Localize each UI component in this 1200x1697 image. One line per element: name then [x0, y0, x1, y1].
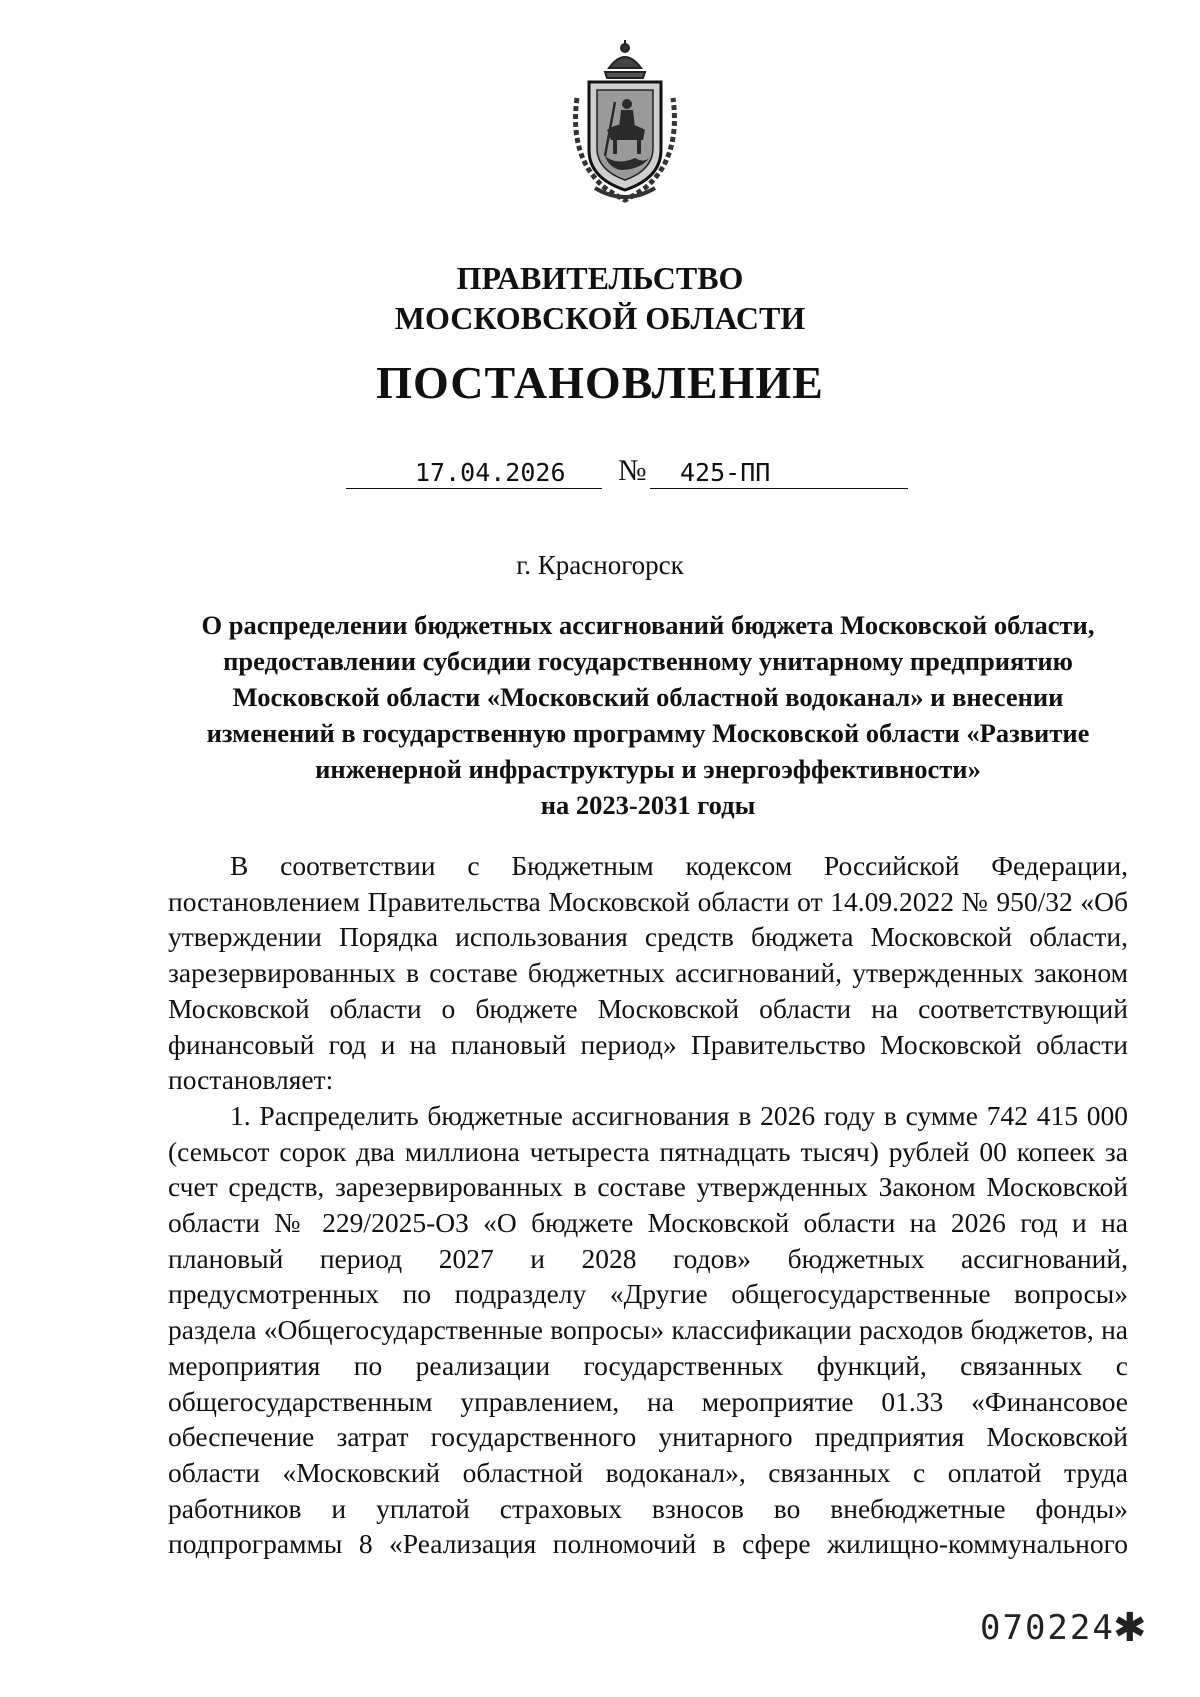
- item-1-paragraph: 1. Распределить бюджетные ассигнования в 2026 году в сумме 742 415 000 (семьсот сорок два миллиона четыреста пятнадцать тысяч) рублей 00 копеек за счет средств, зарезервированных в составе утвержденных Законом Московской области № 229/2025-ОЗ «О бюджете Московской области на 2026 год и на плановый период 2027 и 2028 годов» бюджетных ассигнований, предусмотренных по подразделу «Другие общегосударственные вопросы» раздела «Общегосударственные вопросы» классификации расходов бюджетов, на мероприятия по реализации государственных функций, связанных с общегосударственным управлением, на мероприятие 01.33 «Финансовое обеспечение затрат государственного унитарного предприятия Московской области «Московский областной водоканал», связанных с оплатой труда работников и уплатой страховых взносов во внебюджетные фонды» подпрограммы 8 «Реализация полномочий в сфере жилищно-коммунального: [168, 1099, 1128, 1560]
- title-line: на 2023-2031 годы: [540, 790, 756, 820]
- document-title: [168, 607, 1128, 823]
- document-stamp-number: 070224: [980, 1608, 1115, 1648]
- registration-number: 425-ПП: [680, 458, 771, 487]
- document-body: [168, 848, 1128, 1562]
- preamble-paragraph: В соответствии с Бюджетным кодексом Российской Федерации, постановлением Правительства Московской области от 14.09.2022 № 950/32 «Об утверждении Порядка использования средств бюджета Московской области, зарезервированных в составе бюджетных ассигнований, утвержденных законом Московской области о бюджете Московской области на соответствующий финансовый год и на плановый период» Правительство Московской области постановляет:: [168, 850, 1128, 1096]
- title-line: О распределении бюджетных ассигнований бюджета Московской области,: [201, 610, 1095, 640]
- asterisk-stamp-icon: ✱: [1113, 1605, 1147, 1650]
- title-line: Московской области «Московский областной водоканал» и внесении: [232, 682, 1064, 712]
- number-underline: [650, 488, 908, 489]
- registration-line: [0, 452, 1200, 496]
- title-line: предоставлении субсидии государственному унитарному предприятию: [223, 646, 1073, 676]
- registration-date: 17.04.2026: [415, 458, 566, 487]
- document-type: ПОСТАНОВЛЕНИЕ: [376, 357, 824, 408]
- org-line-2: МОСКОВСКОЙ ОБЛАСТИ: [394, 300, 806, 336]
- government-name: [0, 258, 1200, 338]
- title-line: инженерной инфраструктуры и энергоэффективности»: [315, 754, 981, 784]
- date-underline: [346, 488, 602, 489]
- org-line-1: ПРАВИТЕЛЬСТВО: [456, 260, 744, 296]
- coat-of-arms-emblem: [565, 38, 685, 206]
- number-sign: №: [618, 454, 647, 487]
- city: г. Красногорск: [516, 550, 684, 580]
- title-line: изменений в государственную программу Московской области «Развитие: [206, 718, 1090, 748]
